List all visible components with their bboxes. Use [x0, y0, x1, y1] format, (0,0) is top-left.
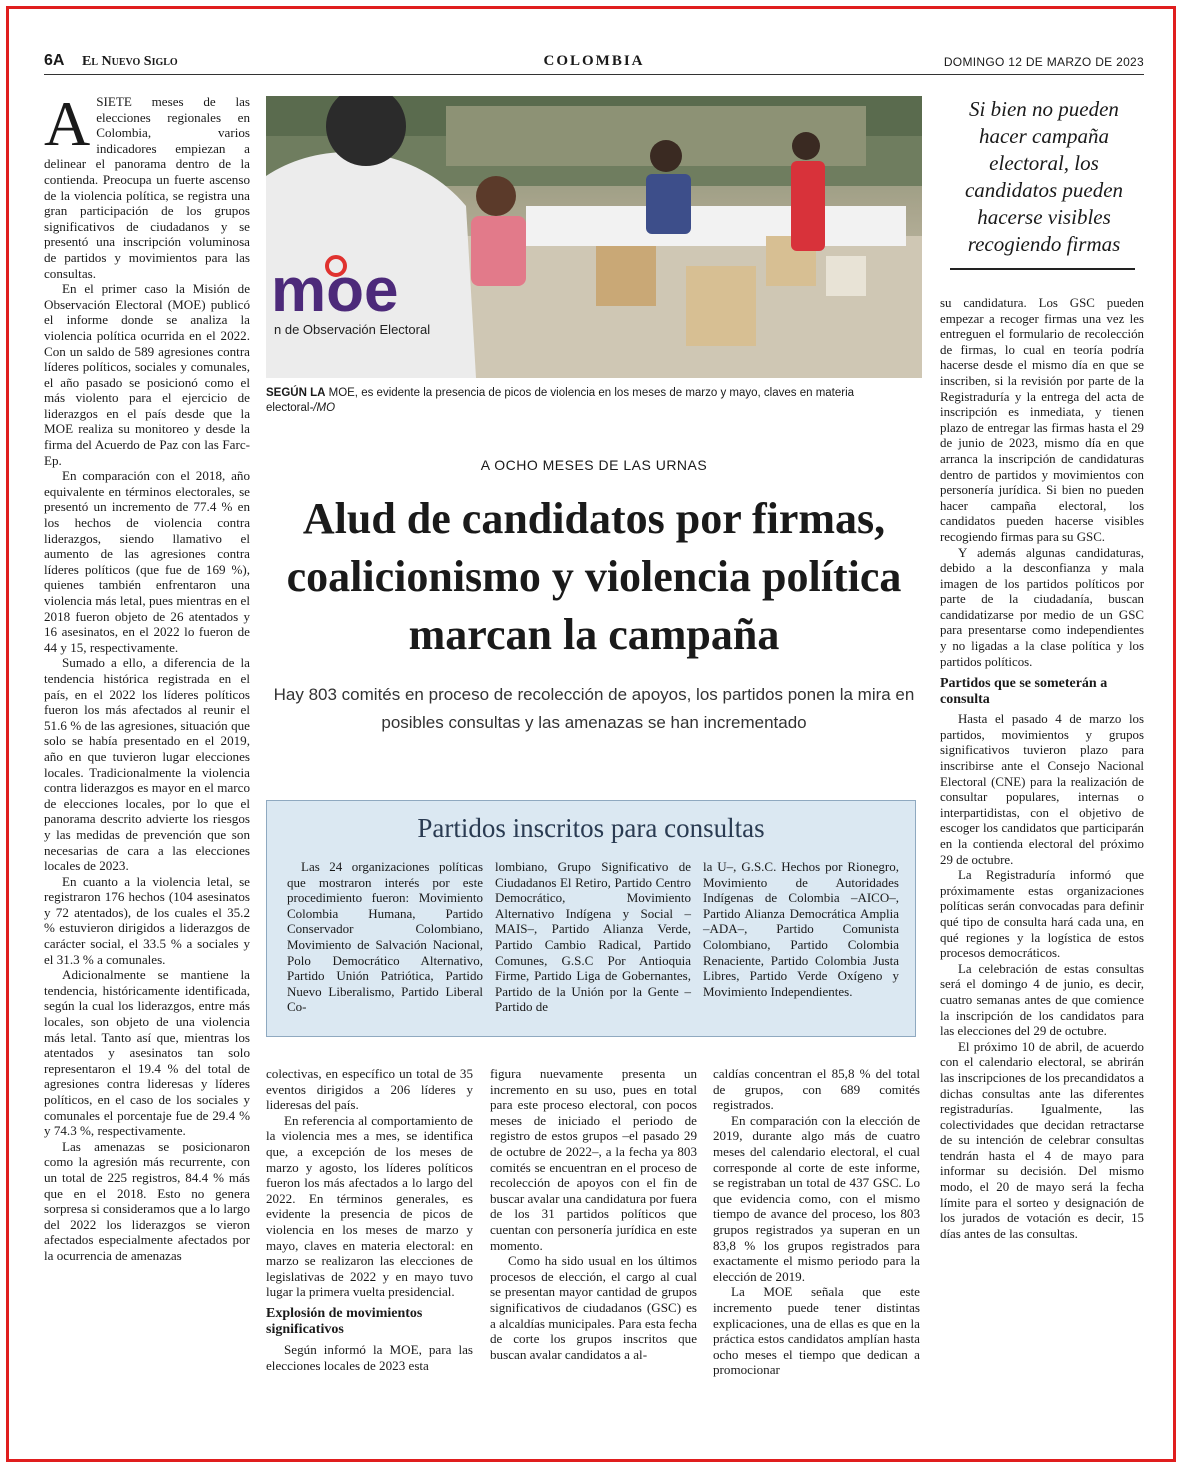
article-kicker: A OCHO MESES DE LAS URNAS [480, 457, 708, 473]
column-2 [266, 1066, 473, 1373]
box-title: Partidos inscritos para consultas [417, 813, 765, 843]
paragraph: Hasta el pasado 4 de marzo los partidos, movimientos y grupos significativos tuvieron plazo para inscribirse ante el Consejo Nacional Electoral (CNE) para la realización de consultar populares, internas o interpartidistas, con el objetivo de escoger los candidatos que participarán en la contienda electoral del próximo 29 de octubre. [940, 712, 1144, 867]
page-header [44, 52, 1144, 72]
article-photo [266, 96, 922, 378]
column-4 [713, 1066, 920, 1378]
paragraph: colectivas, en específico un total de 35 eventos dirigidos a 206 líderes y lideresas del país. [266, 1066, 473, 1113]
paragraph: La Registraduría informó que próximamente estas organizaciones políticas serán convocadas para definir qué tipo de consulta hará cada una, en qué regiones y la logística de estos procesos democráticos. [940, 868, 1144, 961]
issue-date: DOMINGO 12 DE MARZO DE 2023 [943, 55, 1144, 69]
subheading: Partidos que se someterán a consulta [940, 676, 1108, 708]
paragraph: Adicionalmente se mantiene la tendencia, históricamente identificada, según la cual los liderazgos, entre más locales, son objeto de una violencia más letal. Tanto así que, mientras los atentados y asesinatos tan solo representaron el 19.4 % del total de agresiones contra lideresas y líderes políticos, en el caso de los sociales y comunales el porcentaje fue de 29.4 % y 74.3 %, respectivamente. [44, 967, 250, 1139]
photo-caption [266, 386, 916, 416]
paragraph: Como ha sido usual en los últimos procesos de elección, el cargo al cual se presentan mayor cantidad de grupos significativos de ciudadanos (GSC) es a alcaldías municipales. Para esta fecha de corte los grupos inscritos que buscan avalar candidatos a al- [490, 1253, 697, 1362]
article-headline: Alud de candidatos por firmas, coalicionismo y violencia política marcan la campaña [286, 494, 902, 659]
caption-text: MOE, es evidente la presencia de picos de violencia en los meses de marzo y mayo, claves en materia electoral [266, 387, 855, 414]
caption-credit: -/MO [309, 402, 336, 414]
paragraph: En comparación con el 2018, año equivalente en términos electorales, se presentó un incremento de 77.4 % en los hechos de violencia contra liderazgos, siendo llamativo el aumento de las agresiones contra líderes políticos (que fue de 169 %), quienes también enfrentaron una violencia más letal, pues mientras en el 2018 fueron objeto de 26 atentados y 16 asesinatos, en el 2022 lo fueron de 44 y 15, respectivamente. [44, 468, 250, 655]
caption-lead: SEGÚN LA [266, 387, 326, 399]
newspaper-name: El Nuevo Siglo [82, 54, 178, 69]
paragraph: Según informó la MOE, para las elecciones locales de 2023 esta [266, 1341, 473, 1373]
column-5 [940, 296, 1144, 1242]
drop-cap: A [44, 88, 91, 159]
pull-quote: Si bien no pueden hacer campaña electoral, los candidatos pueden hacerse visibles recogiendo firmas [964, 97, 1124, 256]
paragraph: su candidatura. Los GSC pueden empezar a recoger firmas una vez les entreguen el formulario de recolección de firmas, lo cual en teoría podría hacerse desde el mismo día en que se inscriben, si la revisión por parte de la Registraduría y la entrega del acta de inscripción es inmediata, y tienen plazo de entregar las firmas hasta el 29 de junio de 2023, mismo día en que arranca la inscripción de candidaturas dentro de partidos y movimientos con personería jurídica. Si bien no pueden hacer campaña electoral, los candidatos pueden hacerse visibles recogiendo firmas para su GSC. [940, 296, 1144, 544]
paragraph: figura nuevamente presenta un incremento en su uso, pues en total para este proceso electoral, con pocos meses de iniciado el periodo de registro de estos grupos –el pasado 29 de octubre de 2022–, a la fecha ya 803 comités se encuentran en el proceso de recolección de apoyos con el fin de buscar avalar una candidatura por fuera de los 31 partidos políticos que cuentan con personería jurídica en este momento. [490, 1066, 697, 1253]
paragraph: Y además algunas candidaturas, debido a la desconfianza y mala imagen de los partidos políticos por parte de la ciudadanía, buscan candidatizarse por medio de un GSC para presentarse como independientes y no ligadas a la clase política y los partidos políticos. [940, 545, 1144, 669]
column-3 [490, 1066, 697, 1362]
pull-quote-rule [950, 268, 1135, 270]
paragraph: La celebración de estas consultas será el domingo 4 de junio, es decir, cuatro semanas antes de que comience la inscripción de los candidatos para las elecciones del 29 de octubre. [940, 961, 1144, 1039]
paragraph: Sumado a ello, a diferencia de la tendencia histórica registrada en el país, en el 2022 los líderes políticos fueron los más afectados al reunir el 51.6 % de las agresiones, situación que solo se había presentado en el 2019, año en que tuvieron lugar elecciones locales. Tradicionalmente la violencia contra liderazgos es mayor en el marco de elecciones locales, por lo que el panorama descrito advierte los riesgos y las medidas de prevención que son necesarias de cara a las elecciones locales de 2023. [44, 655, 250, 874]
moe-logo: moe [271, 256, 399, 325]
polling-station-illustration [266, 96, 922, 378]
column-1 [44, 88, 250, 1264]
box-paragraph: la U–, G.S.C. Hechos por Rionegro, Movimiento de Autoridades Indígenas de Colombia –AICO–, Partido Alianza Democrática Amplia –ADA–, Partido Comunista Colombiano, Partido Colombia Renaciente, Partido Colombia Justa Libres, Partido Verde Oxígeno y Movimiento Independientes. [703, 859, 899, 999]
paragraph: En referencia al comportamiento de la violencia mes a mes, se identifica que, a excepción de los meses de marzo y agosto, los líderes políticos fueron los más afectados a lo largo del 2022. En términos generales, es evidente la presencia de picos de violencia en los meses de marzo y mayo, claves en materia electoral: en marzo se realizaron las elecciones de legislativas de 2022 y en mayo tuvo lugar la primera vuelta presidencial. [266, 1112, 473, 1300]
box-column-3 [703, 859, 899, 999]
shirt-text: n de Observación Electoral [274, 322, 431, 337]
section-name: COLOMBIA [543, 53, 645, 69]
paragraph: En el primer caso la Misión de Observación Electoral (MOE) publicó el informe donde se analiza la violencia política ocurrida en el 2022. Con un saldo de 589 agresiones contra líderes políticos, sociales y comunales, el año pasado se posicionó como el más violento para el ejercicio de liderazgos en el país desde que la MOE realiza su monitoreo y desde la firma del Acuerdo de Paz con las Farc-Ep. [44, 281, 250, 468]
box-column-1 [287, 859, 483, 1015]
paragraph: La MOE señala que este incremento puede tener distintas explicaciones, una de ellas es que en la práctica estos candidatos amplían hasta ocho meses el tiempo que dedican a promocionar [713, 1284, 920, 1378]
parties-sidebar-box [266, 800, 916, 1037]
box-column-2 [495, 859, 691, 1015]
paragraph: caldías concentran el 85,8 % del total de grupos, con 689 comités registrados. [713, 1066, 920, 1113]
subheading: Explosión de movimientos significativos [266, 1305, 423, 1337]
paragraph: En comparación con la elección de 2019, durante algo más de cuatro meses del calendario electoral, el cual corresponde al corte de este informe, se registraban un total de 437 GSC. Lo que evidencia como, con el mismo tiempo de avance del proceso, los 803 grupos registrados ya superan en un 83,8 % los grupos registrados para exactamente el mismo periodo para la elección de 2019. [713, 1112, 920, 1284]
box-paragraph: lombiano, Grupo Significativo de Ciudadanos El Retiro, Partido Centro Democrático, Movimiento Alternativo Indígena y Social –MAIS–, Partido Alianza Verde, Partido Cambio Radical, Partido Comunes, G.S.C Por Antioquia Firme, Partido Liga de Gobernantes, Partido de la Unión por la Gente –Partido de [495, 859, 691, 1015]
article-dek: Hay 803 comités en proceso de recolección de apoyos, los partidos ponen la mira en posibles consultas y las amenazas se han incrementado [273, 685, 915, 732]
paragraph: Las amenazas se posicionaron como la agresión más recurrente, con un total de 225 registros, 84.4 % más que en el 2018. Esto no genera sorpresa si consideramos que a lo largo del 2022 los liderazgos se vieron afectados especialmente afectados por la ocurrencia de amenazas [44, 1138, 250, 1263]
paragraph: En cuanto a la violencia letal, se registraron 176 hechos (104 asesinatos y 72 atentados), de los cuales el 35.2 % estuvieron dirigidos a liderazgos de carácter social, el 33.5 % a sociales y el 31.3 % a comunales. [44, 873, 250, 967]
header-divider [44, 74, 1144, 75]
page-number: 6A [44, 52, 65, 69]
box-paragraph: Las 24 organizaciones políticas que mostraron interés por este procedimiento fueron: Movimiento Colombia Humana, Partido Conservador Colombiano, Movimiento de Salvación Nacional, Polo Democrático Alternativo, Partido Unión Patriótica, Partido Nuevo Liberalismo, Partido Liberal Co- [287, 859, 483, 1015]
paragraph: SIETE meses de las elecciones regionales en Colombia, varios indicadores empiezan a delinear el panorama dentro de la contienda. Preocupa un fuerte ascenso de la violencia política, se registra una gran participación de los grupos significativos de ciudadanos y se presentó una inscripción voluminosa de partidos y movimientos para las consultas. [44, 94, 250, 281]
paragraph: El próximo 10 de abril, de acuerdo con el calendario electoral, se abrirán las inscripciones de los precandidatos a dichas consultas ante las diferentes registradurías. Igualmente, las colectividades que decidan retractarse de su intención de celebrar consultas tendrán hasta el 4 de mayo para informar su decisión. Del mismo modo, el 20 de mayo será la fecha límite para el sorteo y designación de los jurados de votación es decir, 15 días antes de las consultas. [940, 1039, 1144, 1241]
